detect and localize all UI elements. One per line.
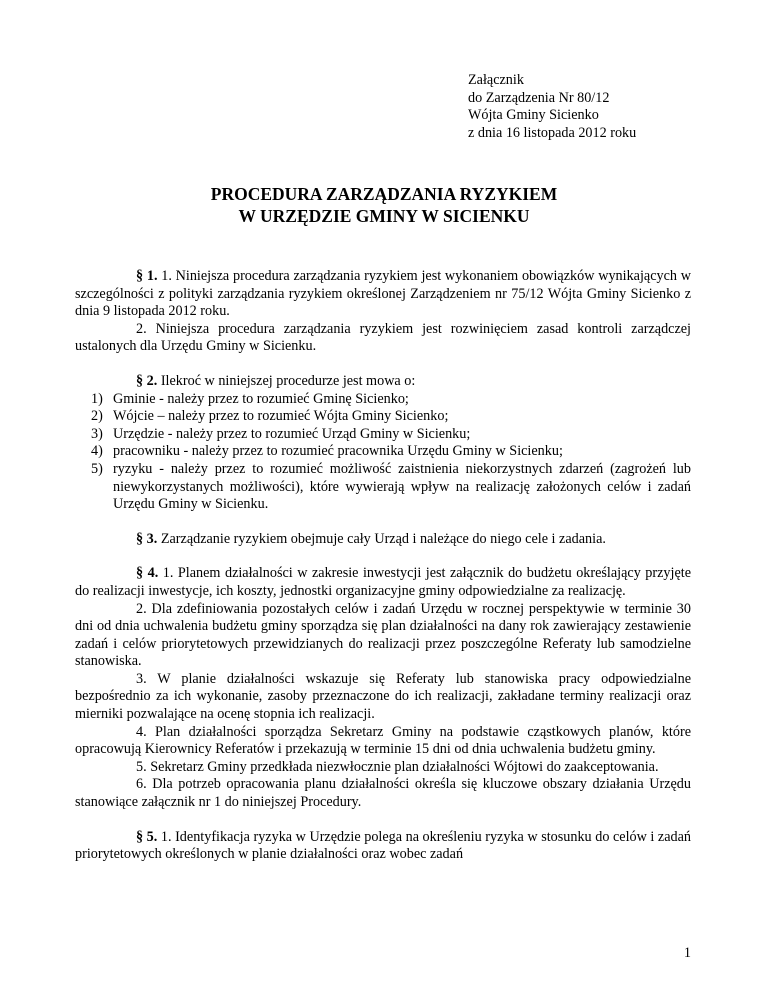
title-line-1: PROCEDURA ZARZĄDZANIA RYZYKIEM [210, 184, 558, 204]
list-item [75, 461, 691, 514]
section-3-mark: § 3. [136, 530, 158, 547]
section-4-paragraph-2: 2. Dla zdefiniowania pozostałych celów i zadań Urzędu w rocznej perspektywie w terminie 30 dni od dnia uchwalenia budżetu gminy sporządza się plan działalności na dany rok zawierający zestawienie zadań i celów priorytetowych przewidzianych do realizacji przez poszczególne Referaty lub samodzielne stanowiska. [75, 600, 691, 670]
list-item-number: 2) [91, 408, 103, 425]
list-item-text: Wójcie – należy przez to rozumieć Wójta Gminy Sicienko; [113, 408, 449, 425]
section-1-paragraph-2: 2. Niniejsza procedura zarządzania ryzykiem jest rozwinięciem zasad kontroli zarządczej ustalonych dla Urzędu Gminy w Sicienku. [75, 320, 691, 355]
section-4-paragraph-6: 6. Dla potrzeb opracowania planu działalności określa się kluczowe obszary działania Urzędu stanowiące załącznik nr 1 do niniejszej Procedury. [75, 776, 691, 811]
annex-line-1: Załącznik [468, 72, 524, 88]
list-item-text: Urzędzie - należy przez to rozumieć Urząd Gminy w Sicienku; [113, 425, 471, 442]
definitions-list [75, 391, 691, 514]
list-item [75, 391, 691, 409]
title-line-2: W URZĘDZIE GMINY W SICIENKU [238, 206, 530, 226]
list-item-text: ryzyku - należy przez to rozumieć możliwość zaistnienia niekorzystnych zdarzeń (zagrożeń lub niewykorzystanych możliwości), które wywierają wpływ na realizację założonych celów i zadań Urzędu Gminy w Sicienku. [113, 460, 691, 513]
annex-line-2: do Zarządzenia Nr 80/12 [468, 89, 610, 106]
section-2-intro-text: Ilekroć w niniejszej procedurze jest mowa o: [157, 372, 416, 389]
document-title [0, 183, 768, 227]
section-4-paragraph-5: 5. Sekretarz Gminy przedkłada niezwłocznie plan działalności Wójtowi do zaakceptowania. [136, 758, 659, 775]
section-2-mark: § 2. [136, 372, 158, 389]
document-body [75, 268, 691, 864]
section-4-paragraph-4: 4. Plan działalności sporządza Sekretarz Gminy na podstawie cząstkowych planów, które opracowują Kierownicy Referatów i przekazują w terminie 15 dni od dnia uchwalenia budżetu gminy. [75, 723, 691, 758]
list-item [75, 426, 691, 444]
section-1-text-1: 1. Niniejsza procedura zarządzania ryzykiem jest wykonaniem obowiązków wynikających w szczególności z polityki zarządzania ryzykiem określonej Zarządzeniem nr 75/12 Wójta Gminy Sicienko z dnia 9 listopada 2012 roku. [75, 268, 692, 320]
list-item [75, 408, 691, 426]
section-4-mark: § 4. [136, 565, 159, 582]
section-3-paragraph [75, 531, 691, 549]
section-4-paragraph-3: 3. W planie działalności wskazuje się Referaty lub stanowiska pracy odpowiedzialne bezpośrednio za ich wykonanie, zasoby przeznaczone do ich realizacji, zakładane terminy realizacji oraz mierniki pozwalające na ocenę stopnia ich realizacji. [75, 670, 691, 723]
list-item [75, 443, 691, 461]
list-item-number: 4) [91, 443, 103, 460]
list-item-text: Gminie - należy przez to rozumieć Gminę Sicienko; [113, 390, 409, 407]
list-item-text: pracowniku - należy przez to rozumieć pracownika Urzędu Gminy w Sicienku; [113, 443, 563, 460]
annex-header [468, 72, 636, 142]
section-5-text-1: 1. Identyfikacja ryzyka w Urzędzie polega na określeniu ryzyka w stosunku do celów i zadań priorytetowych określonych w planie działalności oraz wobec zadań [75, 828, 692, 863]
annex-line-3: Wójta Gminy Sicienko [468, 107, 599, 123]
section-4-text-1: 1. Planem działalności w zakresie inwestycji jest załącznik do budżetu określający przyjęte do realizacji inwestycje, ich koszty, jednostki organizacyjne gminy odpowiedzialne za realizację. [75, 565, 691, 599]
annex-line-4: z dnia 16 listopada 2012 roku [468, 124, 637, 141]
section-1-paragraph-1 [75, 268, 691, 321]
section-2-intro [75, 373, 691, 391]
section-3-text: Zarządzanie ryzykiem obejmuje cały Urząd i należące do niego cele i zadania. [157, 530, 606, 547]
section-5-mark: § 5. [136, 828, 158, 845]
list-item-number: 1) [91, 390, 103, 407]
section-4-paragraph-1 [75, 565, 691, 600]
section-5-paragraph-1 [75, 829, 691, 864]
list-item-number: 5) [91, 460, 103, 477]
page-number: 1 [683, 945, 691, 961]
list-item-number: 3) [91, 425, 103, 442]
section-1-mark: § 1. [136, 268, 158, 284]
